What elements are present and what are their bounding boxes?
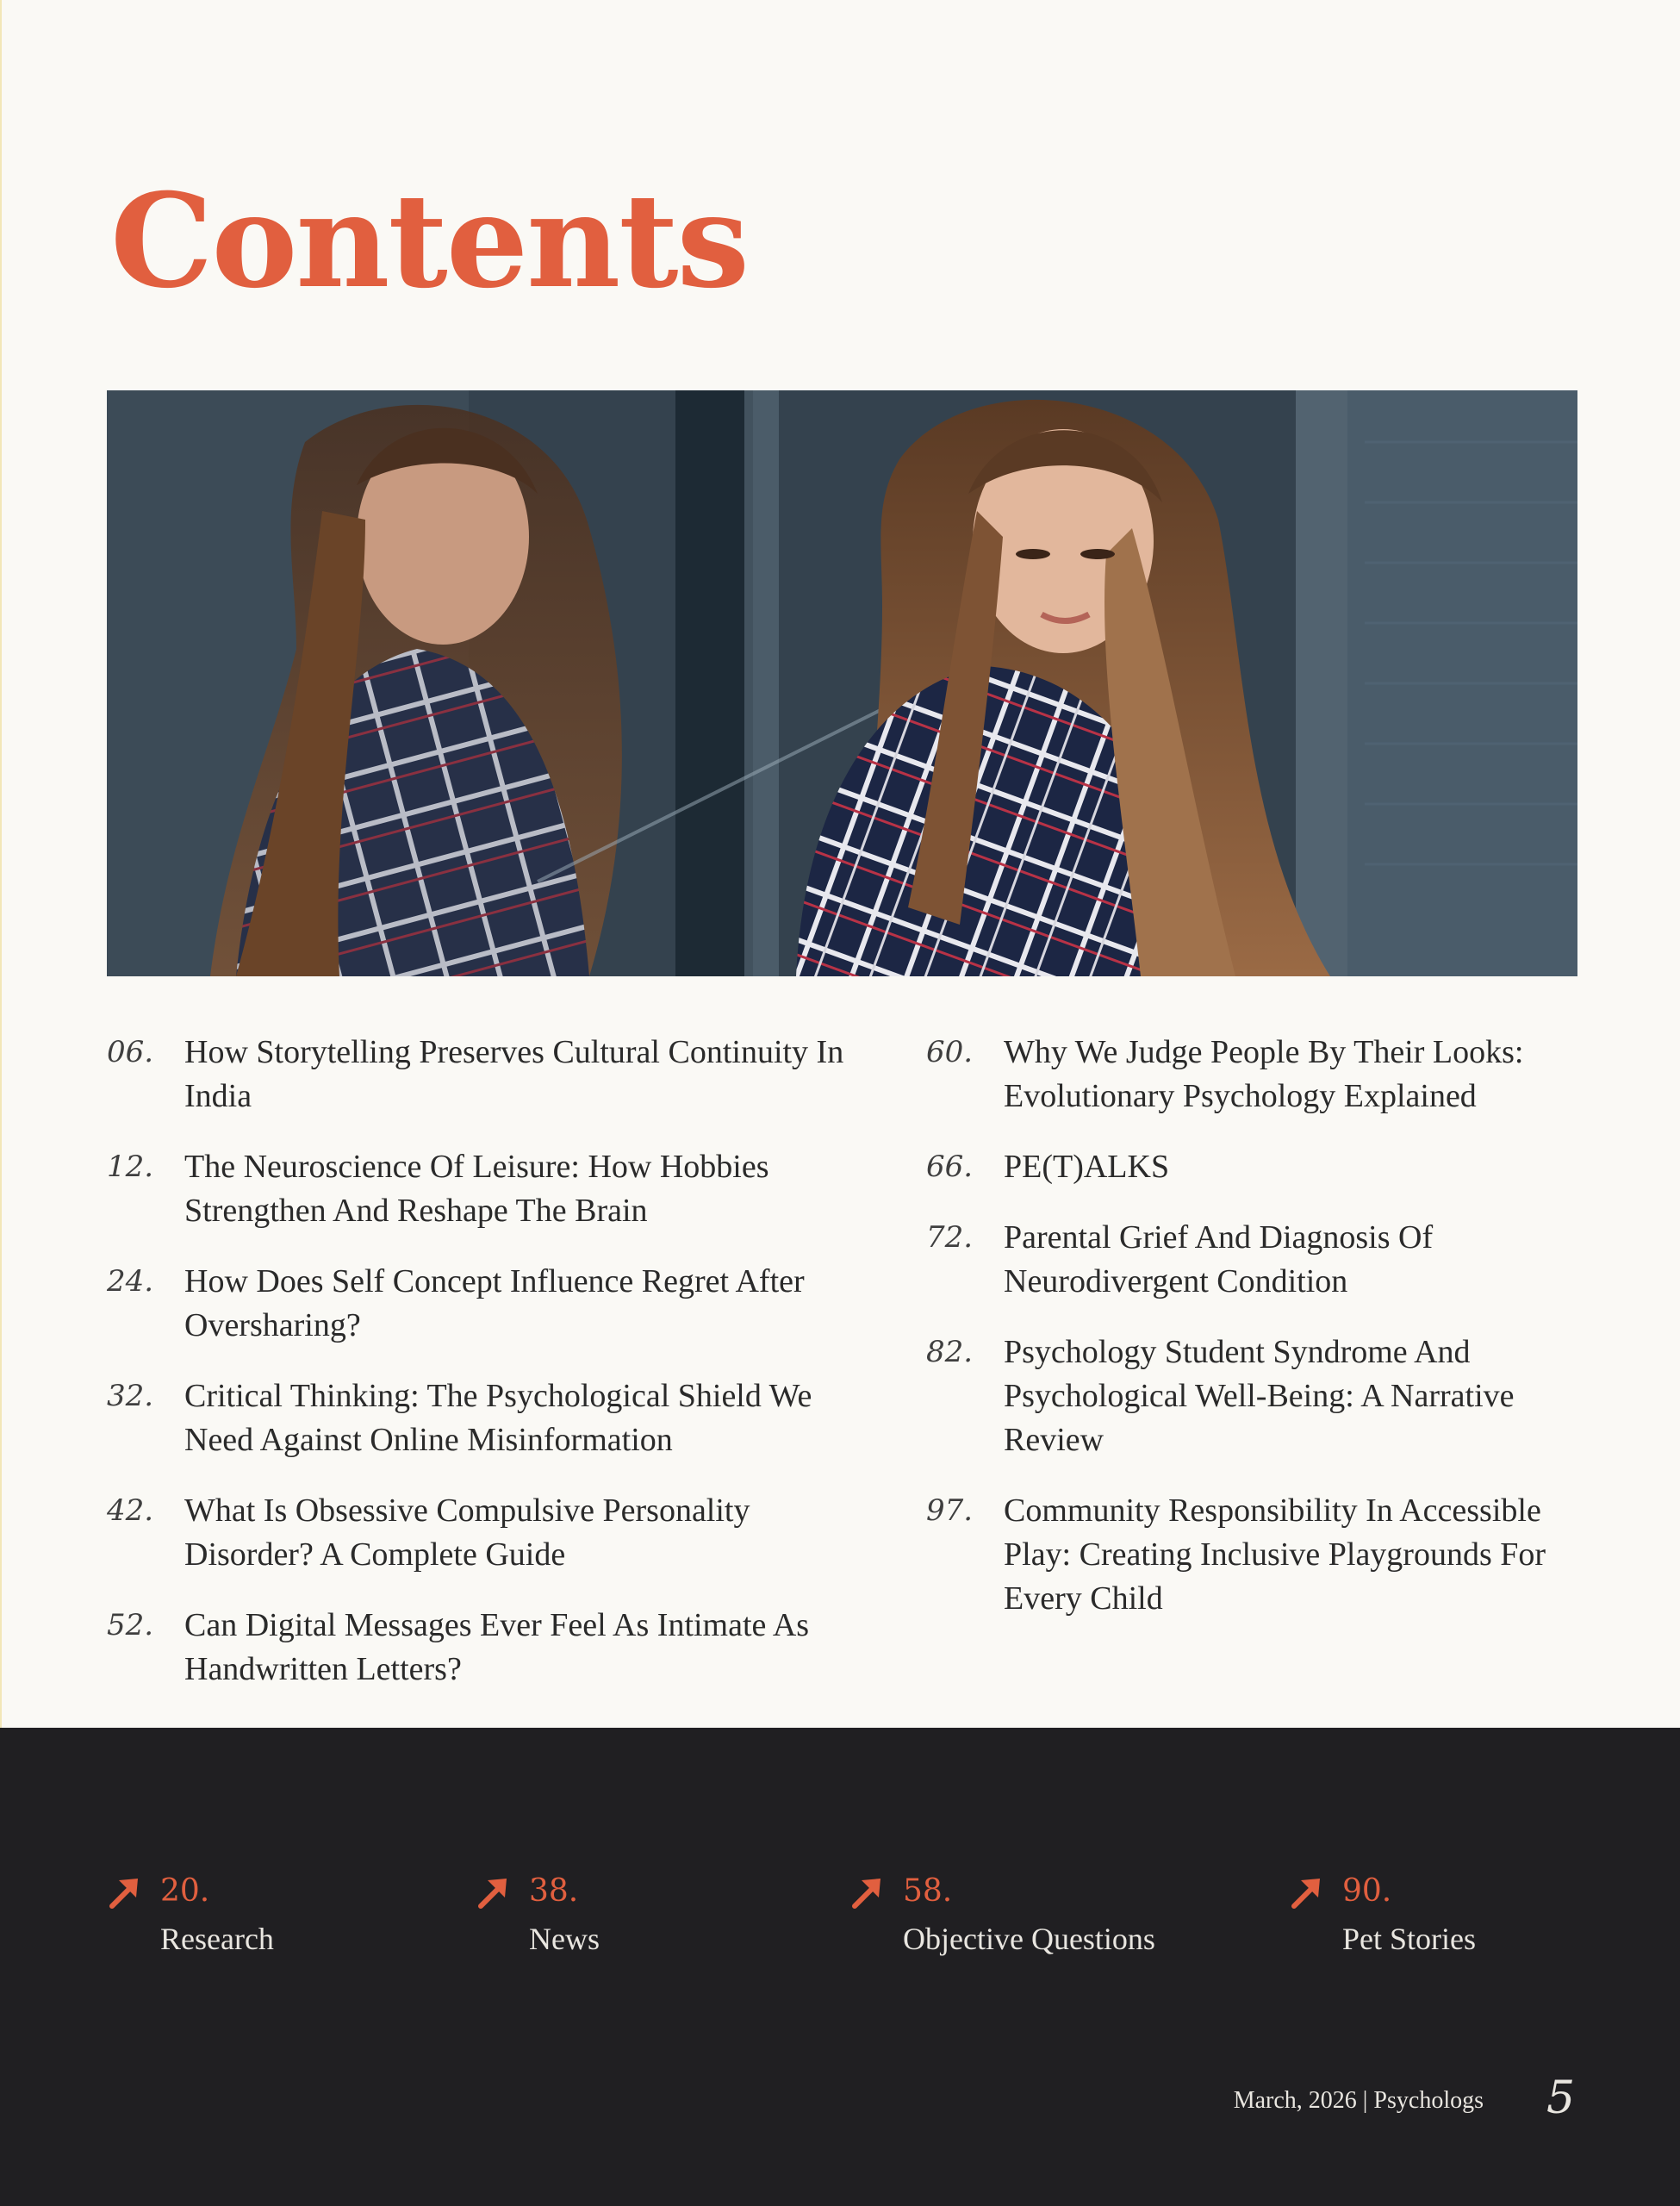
section-page-number: 38. <box>529 1873 579 1909</box>
toc-article-title: How Does Self Concept Influence Regret After Oversharing? <box>184 1263 805 1343</box>
toc-article-title: PE(T)ALKS <box>1004 1149 1170 1185</box>
toc-entry[interactable] <box>107 1260 882 1348</box>
toc-article-title: The Neuroscience Of Leisure: How Hobbies Strengthen And Reshape The Brain <box>184 1149 769 1229</box>
toc-article-title: How Storytelling Preserves Cultural Continuity In India <box>184 1034 844 1114</box>
toc-left-column <box>107 1031 882 1718</box>
toc-entry[interactable] <box>107 1604 882 1692</box>
toc-article-title: Community Responsibility In Accessible Play: Creating Inclusive Playgrounds For Every Child <box>1004 1492 1546 1617</box>
toc-page-number: 24. <box>107 1264 154 1299</box>
arrow-up-right-icon <box>1289 1875 1323 1910</box>
toc-article-title: Parental Grief And Diagnosis Of Neurodivergent Condition <box>1004 1219 1434 1299</box>
arrow-up-right-icon <box>849 1875 884 1910</box>
section-page-number: 90. <box>1342 1873 1392 1909</box>
toc-article-title: What Is Obsessive Compulsive Personality Disorder? A Complete Guide <box>184 1492 750 1573</box>
toc-page-number: 12. <box>107 1150 154 1184</box>
toc-page-number: 06. <box>107 1035 154 1069</box>
toc-article-title: Psychology Student Syndrome And Psychological Well-Being: A Narrative Review <box>1004 1334 1515 1458</box>
toc-page-number: 52. <box>107 1608 154 1642</box>
section-page-number: 20. <box>160 1873 210 1909</box>
toc-page-number: 60. <box>926 1035 974 1069</box>
toc-entry[interactable] <box>926 1489 1581 1621</box>
left-edge-stripe <box>0 0 2 1728</box>
toc-page-number: 42. <box>107 1493 154 1528</box>
toc-right-column <box>926 1031 1581 1648</box>
toc-entry[interactable] <box>107 1031 882 1119</box>
toc-entry[interactable] <box>926 1145 1581 1189</box>
page-title: Contents <box>110 165 749 317</box>
arrow-up-right-icon <box>476 1875 510 1910</box>
section-label: Pet Stories <box>1342 1922 1477 1956</box>
arrow-up-right-icon <box>107 1875 141 1910</box>
toc-entry[interactable] <box>107 1145 882 1233</box>
toc-page-number: 82. <box>926 1335 974 1369</box>
toc-article-title: Can Digital Messages Ever Feel As Intimate As Handwritten Letters? <box>184 1607 810 1687</box>
toc-article-title: Critical Thinking: The Psychological Shield We Need Against Online Misinformation <box>184 1378 812 1458</box>
footer-band <box>0 1728 1680 2206</box>
hero-illustration <box>107 390 1577 976</box>
toc-page-number: 72. <box>926 1220 974 1255</box>
section-page-number: 58. <box>903 1873 953 1909</box>
page-number: 5 <box>1546 2072 1576 2124</box>
toc-entry[interactable] <box>107 1374 882 1462</box>
toc-entry[interactable] <box>926 1330 1581 1462</box>
section-label: Objective Questions <box>903 1922 1155 1956</box>
hero-image <box>107 390 1577 976</box>
footer-issue-info: March, 2026 | Psychologs <box>1233 2087 1484 2114</box>
toc-entry[interactable] <box>107 1489 882 1577</box>
toc-page-number: 66. <box>926 1150 974 1184</box>
toc-article-title: Why We Judge People By Their Looks: Evolutionary Psychology Explained <box>1004 1034 1524 1114</box>
toc-page-number: 97. <box>926 1493 974 1528</box>
section-label: News <box>529 1922 600 1956</box>
toc-entry[interactable] <box>926 1031 1581 1119</box>
toc-entry[interactable] <box>926 1216 1581 1304</box>
section-label: Research <box>160 1922 274 1956</box>
toc-page-number: 32. <box>107 1379 154 1413</box>
